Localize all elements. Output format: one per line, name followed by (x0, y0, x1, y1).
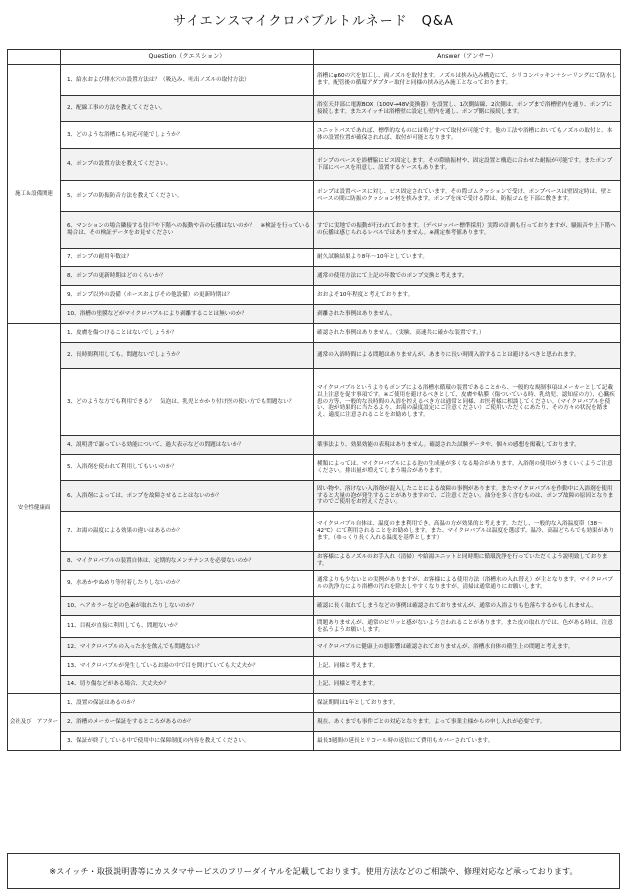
answer-cell: 最長3週間の延長とリコール時の返信にて費用もカバーされています。 (314, 732, 621, 751)
answer-cell: すでに実地での振動が行われております。（デベロッパー標準採用）実際の計測も行っておりますが、騒振音や上下階への伝播は感じられるレベルではありません。※測定参考値あります。 (314, 212, 621, 249)
table-row (8, 369, 621, 436)
question-cell: 9、水あかやぬめり等付着したりしないのか？ (61, 571, 314, 597)
table-row (8, 324, 621, 343)
table-row (8, 122, 621, 149)
question-cell: 13、マイクロバブルが発生しているお湯の中で目を開けていても大丈夫か？ (61, 657, 314, 676)
question-cell: 10、ヘアカラーなどの色素が取れたりしないのか？ (61, 597, 314, 616)
table-row (8, 481, 621, 512)
table-row (8, 552, 621, 571)
qa-body (8, 65, 621, 751)
answer-cell: 固い物や、溶けない入浴剤が混入したことによる故障の事例があります。またマイクロバブルを作動中に入浴剤を使用すると大量の泡が発生することがありますので、ご注意ください。油分を多く含むものは、ポンプ故障の原因となりますのでご使用をお控えください。 (314, 481, 621, 512)
question-cell: 2、長時間利用しても、問題ないでしょうか？ (61, 343, 314, 369)
question-cell: 8、マイクロバブルの装置自体は、定期的なメンテナンスを必要ないのか？ (61, 552, 314, 571)
table-row (8, 65, 621, 96)
table-row (8, 694, 621, 713)
question-cell: 2、配線工事の方法を教えてください。 (61, 96, 314, 122)
category-label: 会社及び アフター (8, 694, 61, 751)
question-cell: 6、マンションの場合隣接する住戸や下階への振動や音の伝播はないのか？ ※検証を行っている場合は、その検証データをお見せください (61, 212, 314, 249)
question-cell: 11、目視が直接に利用しても、問題ないか？ (61, 616, 314, 638)
question-cell: 7、ポンプの耐用年数は？ (61, 249, 314, 267)
answer-cell: 通常の使用方法にて上記の年数でのポンプ交換と考えます。 (314, 267, 621, 286)
question-cell: 10、浴槽の塗膜などがマイクロバブルにより剥離することは無いのか？ (61, 305, 314, 324)
answer-cell: 確認に長く取れてしまうなどの事例は確認されておりませんが、通常の入浴よりも色落ちするかもしれません。 (314, 597, 621, 616)
question-cell: 6、入浴剤によっては、ポンプを故障させることはないのか？ (61, 481, 314, 512)
answer-cell: ポンプは設置ベースに対し、ビス固定されています。その際ゴムクッションで受け、ポンプベースは壁固定時は、壁とベースの間に防振のクッション材を挟みます。ポンプを床で受ける際は、防振ゴムを下部に敷きます。 (314, 181, 621, 212)
answer-cell: マイクロバブル自体は、温度のまま利用でき、高温の方が効果的と考えます。ただし、一般的な入浴温度帯（38～42℃）にて利用されることをお勧めします。また、マイクロバブルは温度を選ばず、温冷、高温どちらでも効果があります。（ゆっくり長く入れる温度を基準とします） (314, 512, 621, 552)
table-row (8, 616, 621, 638)
page-title: サイエンスマイクロバブルトルネード Q&A (173, 14, 454, 29)
answer-cell: 薬事法より、効果効能の表現はありません。確認された試験データや、個々の感想を掲載しております。 (314, 436, 621, 455)
answer-cell: 現在、あくまでも事件ごとの対応となります。よって事業主様からの申し入れが必要です。 (314, 713, 621, 732)
question-cell: 1、皮膚を傷つけることはないでしょうか？ (61, 324, 314, 343)
question-cell: 12、マイクロバブルの入った水を飲んでも問題ない？ (61, 638, 314, 657)
question-cell: 5、入浴剤を使われて利用してもいいのか？ (61, 455, 314, 481)
question-header: Question（クエスション） (61, 50, 314, 65)
table-row (8, 676, 621, 694)
table-row (8, 455, 621, 481)
table-row (8, 713, 621, 732)
question-cell: 1、設置の保証はあるのか？ (61, 694, 314, 713)
answer-cell: マイクロバブルというよりもポンプによる浴槽水循環の装置であることから、一般的な規制事項はメーカーとして記載以上注意を促す事項です。※ご使用を避けるべきとして、皮膚や粘膜（傷ついている時、乳幼児、認知症の方）、心臓疾患の方等、一般的な長時間の入浴を控えるべき方は通常と同様、お医者様に相談してください。（マイクロバブルを使い、泡が効果的に当たるより、お湯の温度設定にご注意ください）ご使用いただくにあたり、その方々の状況を踏まえ、適度に注意されることをお勧めします。 (314, 369, 621, 436)
table-row (8, 732, 621, 751)
answer-cell: 通常よりも少ないとの実例がありますが、お客様による使用方法（浴槽水の入れ替え）が主となります。マイクロバブルの洗浄力により浴槽の汚れを除去しやすくなりますが、清掃は通常通りにお願いします。 (314, 571, 621, 597)
answer-cell: 通常の入浴時間による問題はありませんが、あまりに長い時間入浴することは避けるべきと思われます。 (314, 343, 621, 369)
table-row (8, 343, 621, 369)
question-cell: 7、お湯の温度による効果の違いはあるのか？ (61, 512, 314, 552)
question-cell: 3、保証が終了している中で使用中に保障制度の内容を教えてください。 (61, 732, 314, 751)
qa-table (7, 49, 621, 751)
answer-header: Answer（アンサー） (314, 50, 621, 65)
answer-cell: 問題ありませんが、通常のピリッと感がないよう言われることがあります。また皮の取れ方では、色がある時は、注意を払うようお願いします。 (314, 616, 621, 638)
table-row (8, 149, 621, 181)
table-row (8, 657, 621, 676)
footer-note: ※スイッチ・取扱説明書等にカスタマサービスのフリーダイヤルを記載しております。使用方法などのご相談や、修理対応など承っております。 (7, 853, 620, 889)
table-row (8, 96, 621, 122)
question-cell: 1、給水および排水穴の設置方法は？（吸込み、吐出ノズルの取付方法） (61, 65, 314, 96)
question-cell: 4、ポンプの設置方法を教えてください。 (61, 149, 314, 181)
answer-cell: 耐久試験結果より8年～10年としています。 (314, 249, 621, 267)
answer-cell: 浴室天井部に電源BOX（100V→48V変換器）を設置し、1次側結線、2次側は、ポンプまで浴槽壁内を通り、ポンプに接続します。またスイッチは浴槽壁に設定し壁内を通し、ポンプ側に接続します。 (314, 96, 621, 122)
category-label: 施工＆設備関連 (8, 65, 61, 324)
table-row (8, 436, 621, 455)
answer-cell: 種類によっては、マイクロバブルによる泡の生成量が多くなる場合があります。入浴剤の使用がうまくいくようご注意ください。排出量が増えてしまう場合があります。 (314, 455, 621, 481)
table-row (8, 286, 621, 305)
table-row (8, 267, 621, 286)
answer-cell: 上記、同様と考えます。 (314, 657, 621, 676)
table-row (8, 597, 621, 616)
answer-cell: 剥離された事例はありません。 (314, 305, 621, 324)
answer-cell: ポンプのベースを浴槽脇にビス固定します。その際励振材や、固定設置と構造に合わせた耐振が可能です。またポンプ下部にベースを用意し、設置するケースもあります。 (314, 149, 621, 181)
category-header (8, 50, 61, 65)
table-header-row (8, 50, 621, 65)
answer-cell: 確認された事例はありません。（実験、高速共に確かな装置です。） (314, 324, 621, 343)
table-row (8, 512, 621, 552)
question-cell: 9、ポンプ以外の設備（ホースおよびその他設備）の更新時期は？ (61, 286, 314, 305)
answer-cell: おおよそ10年程度と考えております。 (314, 286, 621, 305)
category-label: 安全性健康面 (8, 324, 61, 694)
table-row (8, 181, 621, 212)
question-cell: 2、浴槽のメーカー保証をするところがあるのか？ (61, 713, 314, 732)
table-row (8, 638, 621, 657)
question-cell: 3、どのような浴槽にも対応可能でしょうか？ (61, 122, 314, 149)
table-row (8, 249, 621, 267)
answer-cell: 浴槽にφ60の穴を加工し、両ノズルを取付ます。ノズルは挟み込み構造にて、シリコンパッキン＋シーリングにて防水します。配管後の循環アダプター取付と同様の挟み込み施工となっております。 (314, 65, 621, 96)
answer-cell: 保証期間は1年としております。 (314, 694, 621, 713)
question-cell: 8、ポンプの更新時期はどのくらいか？ (61, 267, 314, 286)
question-cell: 5、ポンプの防振防音方法を教えてください。 (61, 181, 314, 212)
answer-cell: 上記、同様と考えます。 (314, 676, 621, 694)
table-row (8, 305, 621, 324)
answer-cell: ユニットバスであれば、標準的なものには殆どすべて取付が可能です。他の工法や浴槽においてもノズルの取付と、本体の設置位置が確保されれば、取付が可能となります。 (314, 122, 621, 149)
answer-cell: お客様によるノズルのお手入れ（清掃）や給湯ユニットと同時期に循環洗浄を行っていただくよう説明致しております。 (314, 552, 621, 571)
question-cell: 3、どのような方でも利用できる？ 気泡は、乳児とかかり付け医の使い方でも問題ない？ (61, 369, 314, 436)
table-row (8, 212, 621, 249)
question-cell: 14、切り傷などがある場合、大丈夫か？ (61, 676, 314, 694)
table-row (8, 571, 621, 597)
answer-cell: マイクロバブルに健康上の悪影響は確認されておりませんが、浴槽水自体の衛生上の問題と考えます。 (314, 638, 621, 657)
question-cell: 4、説明書で謳っている効能について、過大表示などの問題はないか？ (61, 436, 314, 455)
